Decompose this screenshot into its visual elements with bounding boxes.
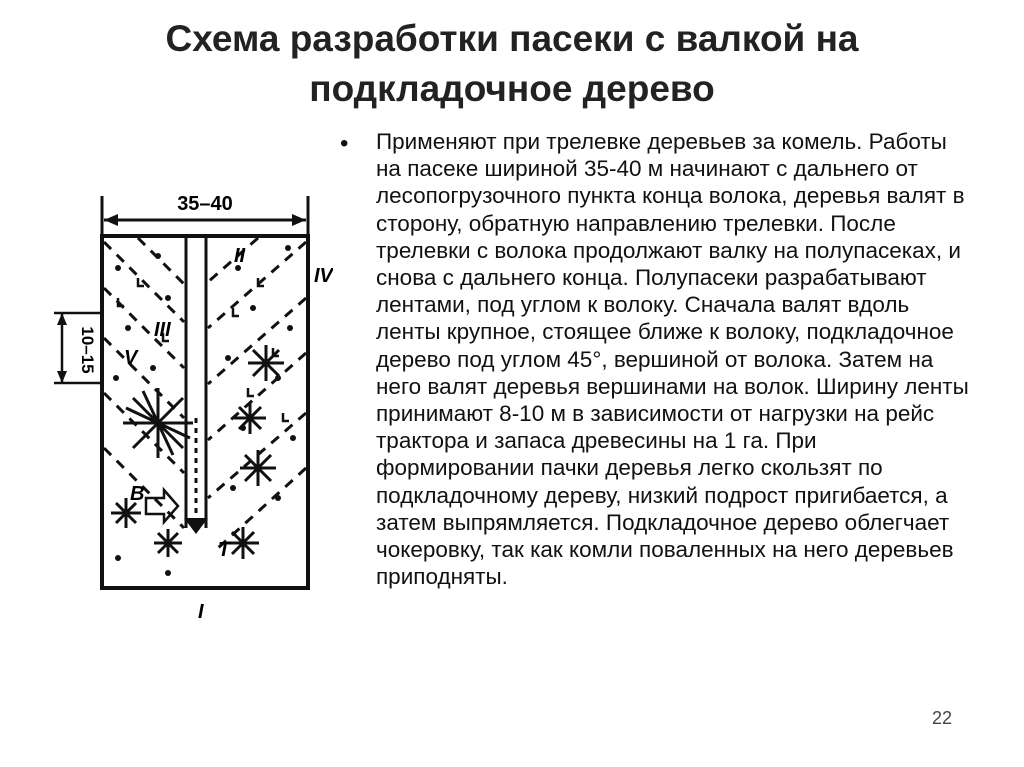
bullet-text: Применяют при трелевке деревьев за комель. Работы на пасеке шириной 35-40 м начинают с дальнего от лесопогрузочного пункта конца волока, деревья валят в сторону, обратную направлению трелевки. После трелевки с волока продолжают валку на полупасеках, и снова с дальнего конца. Полупасеки разрабатывают лентами, под углом к волоку. Сначала валят вдоль ленты крупное, стоящее ближе к волоку, подкладочное дерево под углом 45°, вершиной от волока. Затем на него валят деревья вершинами на волок. Ширину ленты принимают 8-10 м в зависимости от нагрузки на рейс трактора и запаса древесины на 1 га. При формировании пачки деревья легко скользят по подкладочному дереву, низкий подрост пригибается, а затем выпрямляется. Подкладочное дерево облегчает чокеровку, так как комли поваленных на него деревьев приподняты. [376,129,969,590]
label-I: I [198,601,204,623]
arrow-right-icon [292,214,306,226]
strip-dimension-label: 10–15 [78,326,97,374]
bullet-marker: • [340,130,349,157]
label-T: Т [218,539,231,561]
slide-title-line-2: подкладочное дерево [309,68,715,109]
skid-direction-arrow-icon [184,518,208,534]
felling-scheme-svg [18,178,333,623]
slide-title [40,14,984,114]
slide-title-line-1: Схема разработки пасеки с валкой на [165,18,859,59]
slide-number: 22 [932,708,953,728]
label-B: В [130,483,145,505]
stump-marks [118,278,289,421]
label-II: II [234,245,246,267]
arrow-left-icon [104,214,118,226]
strip-arrow-down-icon [57,371,67,383]
width-dimension-label: 35–40 [177,193,233,215]
strip-arrow-up-icon [57,313,67,325]
felling-scheme-diagram [18,178,333,623]
label-III: III [154,319,171,341]
label-V: V [124,347,138,369]
label-IV: IV [314,265,333,287]
